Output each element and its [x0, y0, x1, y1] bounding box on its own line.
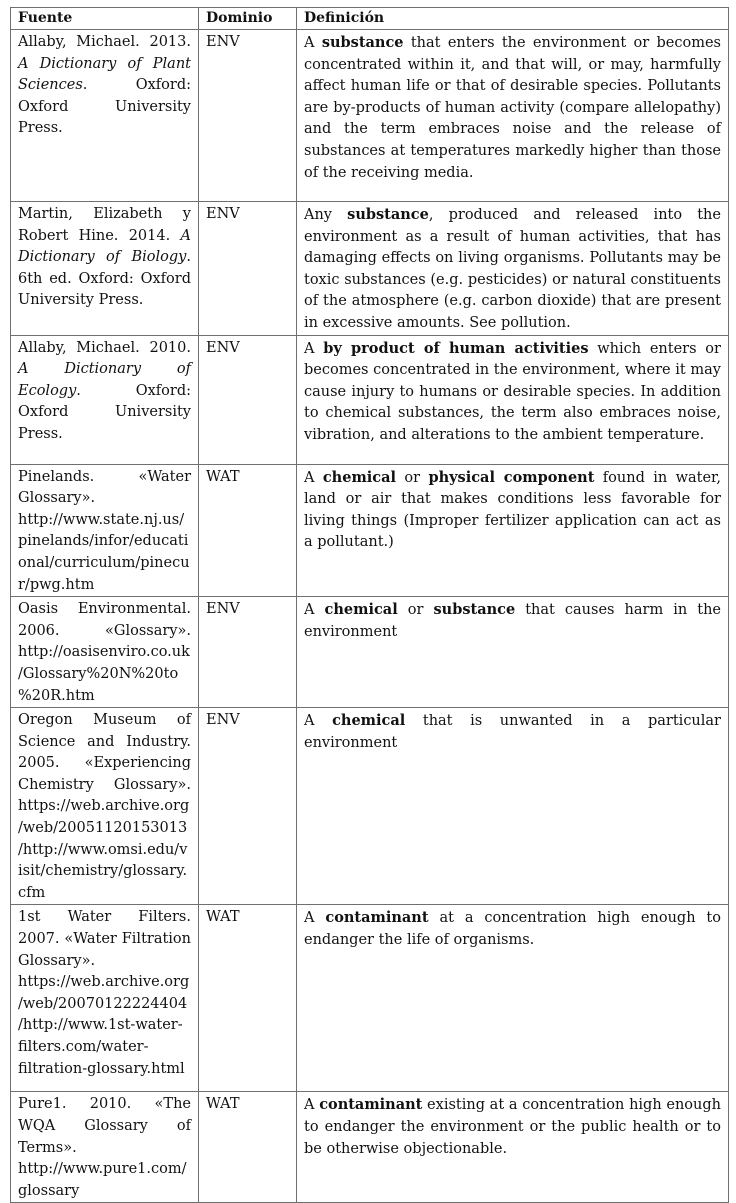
definition-cell [297, 1092, 729, 1203]
domain-cell: WAT [199, 1092, 297, 1203]
definition-term: contaminant [319, 1096, 423, 1114]
source-cell [11, 30, 199, 202]
definition-text: or [397, 602, 434, 619]
definition-text: that enters the environment or becomes concentrated within it, and that will, or may, harmfully affect human life or that of desirable species. Pollutants are by-products of human activity (compare allelopathy) and the term embraces noise and the release of substances at temperatures markedly higher than those of the receiving media. [304, 35, 721, 181]
definition-text: Any [304, 207, 348, 223]
source-cell [11, 464, 199, 597]
table-row [11, 202, 729, 336]
domain-cell: ENV [199, 597, 297, 708]
definition-text: A [304, 340, 324, 357]
source-cell [11, 202, 199, 336]
definition-text: A [304, 713, 333, 730]
definition-text: at a concentration high enough to endanger the life of organisms. [304, 910, 721, 949]
definition-text: A [304, 35, 322, 51]
domain-cell: ENV [199, 30, 297, 202]
source-title: A Dictionary of Ecology [18, 361, 191, 399]
table-row [11, 30, 729, 202]
definition-cell [297, 335, 729, 464]
definition-term: chemical [324, 601, 398, 619]
domain-cell: ENV [199, 708, 297, 905]
definition-text: that is unwanted in a particular environment [304, 713, 721, 751]
table-row [11, 335, 729, 464]
definition-term: contaminant [325, 909, 429, 927]
definition-text: that causes harm in the environment [304, 602, 722, 640]
source-text: . Oxford: Oxford University Press. [18, 382, 191, 442]
definition-term: chemical [332, 712, 406, 730]
definition-text: or [396, 469, 429, 486]
definition-text: A [304, 469, 323, 486]
definition-cell [297, 708, 729, 905]
domain-cell: WAT [199, 464, 297, 597]
definition-text: found in water, land or air that makes conditions less favorable for living things (Improper fertilizer application can act as a pollutant.) [304, 469, 721, 551]
definition-cell [297, 30, 729, 202]
definition-term: physical component [428, 468, 595, 486]
source-text: Oregon Museum of Science and Industry. 2005. «Experiencing Chemistry Glossary». https://web.archive.org/web/20051120153013/http://www.omsi.edu/visit/chemistry/glossary.cfm [18, 712, 191, 901]
source-cell [11, 905, 199, 1092]
domain-cell: WAT [199, 905, 297, 1092]
source-cell [11, 708, 199, 905]
definition-text: A [304, 910, 326, 927]
source-text: . 6th ed. Oxford: Oxford University Press. [18, 249, 191, 309]
definition-cell [297, 905, 729, 1092]
source-cell [11, 335, 199, 464]
table-row [11, 597, 729, 708]
definition-term: by product of human activities [323, 339, 589, 357]
definition-text: which enters or becomes concentrated in the environment, where it may cause injury to humans or desirable species. In addition to chemical substances, the term also embraces noise, vibration, and alterations to the ambient temperature. [304, 340, 721, 443]
header-domain: Dominio [199, 8, 297, 30]
source-title: A Dictionary of Plant Sciences [18, 55, 191, 94]
table-row [11, 708, 729, 905]
definition-term: substance [433, 601, 516, 619]
table-row [11, 905, 729, 1092]
source-cell [11, 1092, 199, 1203]
table-header [11, 8, 729, 30]
definition-text: , produced and released into the environment as a result of human activities, that has damaging effects on living organisms. Pollutants may be toxic substances (e.g. pesticides) or natural constituents of the atmosphere (e.g. carbon dioxide) that are present in excessive amounts. See pollution. [304, 207, 721, 331]
source-text: Allaby, Michael. 2010. [18, 339, 191, 356]
definition-term: chemical [322, 468, 397, 486]
header-definition: Definición [297, 8, 729, 30]
domain-cell: ENV [199, 202, 297, 336]
source-text: Martin, Elizabeth y Robert Hine. 2014. [18, 206, 191, 244]
definition-term: substance [347, 206, 429, 223]
definition-text: existing at a concentration high enough to endanger the environment or the public health or to be otherwise objectionable. [304, 1097, 721, 1157]
header-row [11, 8, 729, 30]
source-cell [11, 597, 199, 708]
definition-cell [297, 464, 729, 597]
source-text: Oasis Environmental. 2006. «Glossary». http://oasisenviro.co.uk/Glossary%20N%20to%20R.htm [18, 601, 191, 704]
table-body [11, 30, 729, 1203]
source-text: Pinelands. «Water Glossary». http://www.state.nj.us/pinelands/infor/educational/curriculum/pinecur/pwg.htm [18, 468, 191, 593]
table-row [11, 464, 729, 597]
table-row [11, 1092, 729, 1203]
source-text: Pure1. 2010. «The WQA Glossary of Terms». http://www.pure1.com/glossary [18, 1096, 191, 1199]
definition-cell [297, 597, 729, 708]
definition-text: A [304, 1097, 320, 1114]
source-text: . Oxford: Oxford University Press. [18, 77, 191, 137]
source-text: Allaby, Michael. 2013. [18, 34, 191, 50]
header-source: Fuente [11, 8, 199, 30]
source-text: 1st Water Filters. 2007. «Water Filtration Glossary». https://web.archive.org/web/20070122224404/http://www.1st-water-filters.com/water-filtration-glossary.html [18, 909, 191, 1077]
definition-term: substance [321, 34, 404, 51]
definition-cell [297, 202, 729, 336]
glossary-table [10, 7, 729, 1203]
domain-cell: ENV [199, 335, 297, 464]
definition-text: A [304, 602, 325, 619]
source-title: A Dictionary of Biology [18, 227, 191, 266]
